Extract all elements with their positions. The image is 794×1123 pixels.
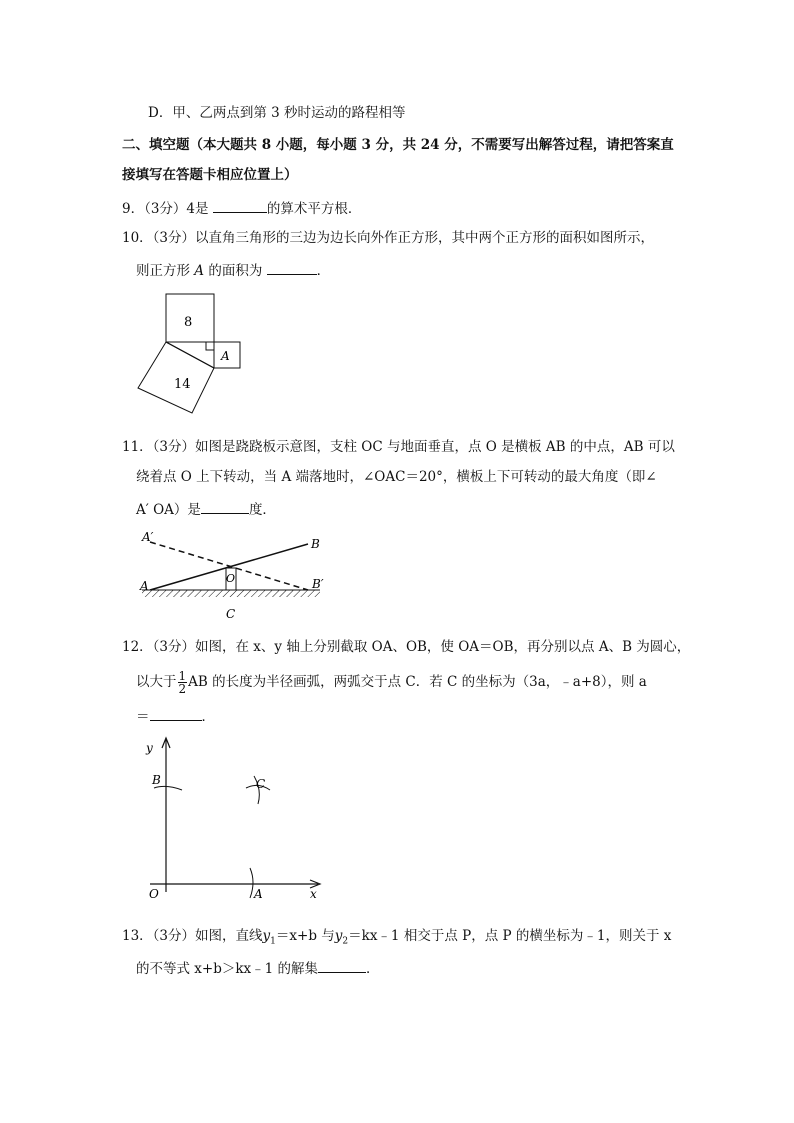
question-9 — [122, 198, 361, 218]
q13-y1: y — [262, 928, 271, 944]
q9-suffix: 的算术平方根． — [266, 201, 362, 217]
section-title-line-2: 接填写在答题卡相应位置上） — [122, 167, 298, 183]
label-o: O — [226, 572, 236, 585]
q13-eq1: ＝x+b 与 — [275, 928, 335, 944]
q12-answer-blank[interactable] — [150, 706, 202, 721]
q11-answer-blank[interactable] — [201, 499, 249, 514]
q12-line-2 — [136, 670, 647, 695]
label-b: B — [152, 773, 161, 787]
q13-line-2 — [136, 958, 380, 978]
q10-line-2 — [136, 260, 330, 280]
q13-y2: y — [334, 928, 343, 944]
label-x: x — [310, 887, 317, 901]
fraction-half — [178, 670, 188, 695]
fraction-denominator: 2 — [178, 682, 187, 696]
q10-line-1: 10．（3分）以直角三角形的三边为边长向外作正方形，其中两个正方形的面积如图所示， — [122, 230, 655, 246]
label-a: A — [140, 579, 149, 593]
q10-end: ． — [316, 263, 331, 279]
q13-sub1: 1 — [270, 936, 276, 947]
q12-coordinate-figure — [140, 732, 330, 904]
q11-line-3 — [136, 499, 276, 519]
q13-eq2: ＝kx﹣1 相交于点 P，点 P 的横坐标为﹣1，则关于 x — [348, 928, 672, 944]
q10-squares-figure — [130, 290, 250, 420]
label-o: O — [149, 887, 159, 901]
q12-text-a: 以大于 — [136, 674, 177, 690]
q11-line-2: 绕着点 O 上下转动，当 A 端落地时，∠OAC＝20°，横板上下可转动的最大角度（即∠ — [136, 469, 657, 485]
q10-answer-blank[interactable] — [267, 260, 317, 275]
q13-sub2: 2 — [342, 936, 349, 947]
q13-text-a: 13．（3分）如图，直线 — [122, 928, 263, 944]
q10-var-a: A — [194, 263, 205, 279]
label-14: 14 — [174, 377, 191, 392]
q11-text-b: 度． — [248, 502, 276, 518]
q12-line-1: 12．（3分）如图，在 x、y 轴上分别截取 OA、OB，使 OA＝OB，再分别以点 A、B 为圆心， — [122, 639, 691, 655]
q11-line-1: 11．（3分）如图是跷跷板示意图，支柱 OC 与地面垂直，点 O 是横板 AB 的中点，AB 可以 — [122, 439, 675, 455]
fraction-numerator: 1 — [178, 669, 187, 683]
q12-end: ． — [201, 709, 215, 725]
ground-hatch — [142, 590, 320, 597]
label-b-prime: B′ — [312, 577, 324, 591]
q9-answer-blank[interactable] — [213, 198, 267, 213]
q13-answer-blank[interactable] — [318, 958, 366, 973]
label-c: C — [256, 777, 266, 791]
q12-line-3 — [136, 706, 215, 726]
q12-text-b: AB 的长度为半径画弧，两弧交于点 C．若 C 的坐标为（3a，﹣a+8），则 a — [188, 674, 647, 690]
q13-line-1 — [122, 927, 671, 951]
right-angle-mark — [206, 342, 214, 350]
q9-prefix: 9．（3分）4是 — [122, 201, 209, 217]
option-d: D．甲、乙两点到第 3 秒时运动的路程相等 — [148, 105, 406, 121]
label-b: B — [311, 537, 320, 551]
hypotenuse — [166, 342, 214, 368]
label-y: y — [146, 741, 153, 755]
q11-text-a: A′ OA）是 — [136, 502, 201, 518]
q12-text-eq: ＝ — [136, 709, 150, 725]
label-c: C — [226, 607, 236, 621]
label-8: 8 — [184, 315, 193, 330]
section-title-line-1: 二、填空题（本大题共 8 小题，每小题 3 分，共 24 分，不需要写出解答过程，请把答案直 — [122, 137, 674, 153]
label-a: A — [254, 887, 263, 901]
q10-text-a: 则正方形 — [136, 263, 190, 279]
label-a: A — [221, 349, 230, 363]
q13-end: ． — [366, 961, 380, 977]
arc-at-a — [250, 868, 253, 898]
q11-seesaw-figure — [136, 528, 336, 624]
q13-text-b: 的不等式 x+b＞kx﹣1 的解集 — [136, 961, 319, 977]
label-a-prime: A′ — [142, 530, 154, 544]
q10-text-b: 的面积为 — [208, 263, 263, 279]
